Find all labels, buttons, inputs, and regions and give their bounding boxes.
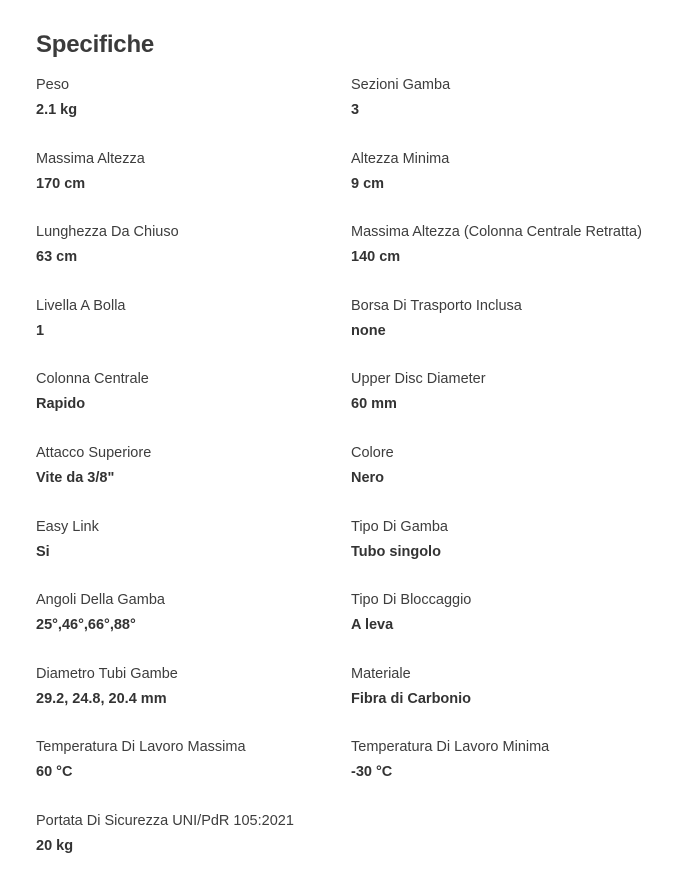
spec-label: Peso	[36, 77, 70, 93]
spec-min-height	[351, 150, 676, 224]
spec-safety-load	[36, 812, 351, 886]
spec-max-height-column-retracted	[351, 223, 676, 297]
spec-lock-type	[351, 591, 676, 665]
spec-value: Rapido	[36, 396, 86, 413]
spec-leg-type	[351, 518, 676, 592]
spec-max-working-temperature	[36, 738, 351, 812]
spec-value: 29.2, 24.8, 20.4 mm	[36, 690, 167, 707]
spec-leg-sections	[351, 76, 676, 150]
spec-row	[36, 297, 676, 371]
spec-row	[36, 518, 676, 592]
spec-label: Temperatura Di Lavoro Minima	[351, 739, 550, 756]
spec-value: 170 cm	[36, 175, 86, 192]
spec-value: 1	[36, 322, 45, 339]
spec-value: 60 mm	[351, 396, 397, 413]
spec-leg-angles	[36, 591, 351, 665]
spec-value: 2.1 kg	[36, 102, 78, 118]
spec-label: Lunghezza Da Chiuso	[36, 224, 179, 241]
spec-bubble-level	[36, 297, 351, 371]
spec-weight	[36, 76, 351, 150]
spec-label: Materiale	[351, 665, 411, 682]
spec-label: Borsa Di Trasporto Inclusa	[351, 297, 522, 314]
spec-row	[36, 223, 676, 297]
spec-label: Tipo Di Bloccaggio	[351, 592, 472, 609]
spec-row	[36, 591, 676, 665]
spec-row	[36, 444, 676, 518]
spec-label: Temperatura Di Lavoro Massima	[36, 739, 246, 756]
spec-value: A leva	[351, 617, 394, 634]
spec-row	[36, 738, 676, 812]
spec-label: Portata Di Sicurezza UNI/PdR 105:2021	[36, 812, 294, 829]
spec-value: 9 cm	[351, 175, 385, 192]
spec-easy-link	[36, 518, 351, 592]
spec-label: Easy Link	[36, 518, 99, 535]
spec-value: none	[351, 322, 386, 339]
spec-label: Attacco Superiore	[36, 444, 152, 461]
spec-label: Diametro Tubi Gambe	[36, 665, 178, 682]
spec-value: 3	[351, 102, 360, 118]
spec-upper-disc-diameter	[351, 370, 676, 444]
spec-label: Colore	[351, 444, 394, 461]
spec-value: Vite da 3/8"	[36, 469, 115, 486]
spec-label: Tipo Di Gamba	[351, 518, 448, 535]
spec-value: 20 kg	[36, 837, 74, 854]
spec-value: Fibra di Carbonio	[351, 690, 472, 707]
spec-value: 25°,46°,66°,88°	[36, 617, 136, 634]
spec-value: 63 cm	[36, 249, 78, 266]
spec-label: Sezioni Gamba	[351, 77, 451, 93]
spec-max-height	[36, 150, 351, 224]
spec-label: Massima Altezza	[36, 150, 145, 167]
spec-min-working-temperature	[351, 738, 676, 812]
spec-carry-bag	[351, 297, 676, 371]
spec-row	[36, 370, 676, 444]
spec-folded-length	[36, 223, 351, 297]
spec-row	[36, 76, 676, 150]
spec-leg-tube-diameter	[36, 665, 351, 739]
spec-row	[36, 812, 676, 886]
spec-label: Livella A Bolla	[36, 297, 126, 314]
spec-value: 140 cm	[351, 249, 401, 266]
spec-label: Colonna Centrale	[36, 371, 149, 388]
spec-center-column	[36, 370, 351, 444]
spec-value: -30 °C	[351, 764, 393, 781]
spec-value: 60 °C	[36, 764, 73, 781]
specs-grid	[36, 76, 676, 886]
spec-value: Tubo singolo	[351, 543, 441, 560]
spec-label: Upper Disc Diameter	[351, 371, 486, 388]
spec-top-attachment	[36, 444, 351, 518]
spec-material	[351, 665, 676, 739]
section-title: Specifiche	[36, 31, 155, 58]
spec-value: Si	[36, 543, 50, 560]
spec-label: Altezza Minima	[351, 150, 450, 167]
spec-value: Nero	[351, 469, 385, 486]
spec-color	[351, 444, 676, 518]
spec-label: Massima Altezza (Colonna Centrale Retratta)	[351, 224, 642, 241]
spec-row	[36, 665, 676, 739]
spec-row	[36, 150, 676, 224]
spec-label: Angoli Della Gamba	[36, 592, 165, 609]
